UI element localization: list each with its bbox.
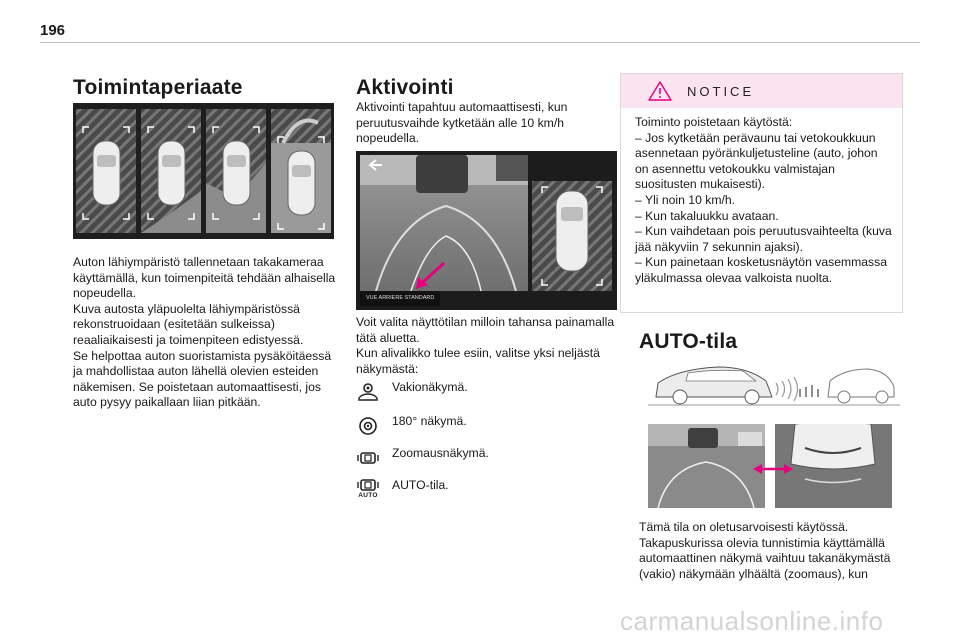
auto-icon-text: AUTO <box>358 492 378 499</box>
watermark: carmanualsonline.info <box>620 606 884 636</box>
180-view-icon <box>356 414 380 438</box>
auto-view-icon-symbol <box>356 478 380 492</box>
header-rule <box>40 42 920 43</box>
view-option-180 <box>356 414 467 438</box>
rear-view-photo-drawing <box>648 424 765 508</box>
left-body-text: Auton lähiympäristö tallennetaan takakameraa käyttämällä, kun toimenpiteitä tehdään alhaisella nopeudella. Kuva autosta yläpuolelta lähiympäristössä rekonstruoidaan (esitetään sulkeissa) reaaliaikaisesti ja toimenpiteen edistyessä. Se helpottaa auton suoristamista pysäköitäessä ja mahdollistaa auton lähellä olevien esteiden näkemisen. Se poistetaan automaattisesti, jos auto pysyy paikallaan liian pitkään. <box>73 255 336 410</box>
view-option-label: AUTO-tila. <box>392 478 449 492</box>
notice-box <box>620 73 903 313</box>
rear-camera-screen <box>356 151 617 310</box>
warning-triangle-icon <box>647 80 673 102</box>
auto-view-icon <box>356 478 380 499</box>
surround-view-drawing <box>73 103 334 239</box>
view-option-standard <box>356 380 468 404</box>
switch-view-arrow-icon <box>752 462 794 476</box>
view-option-label: Zoomausnäkymä. <box>392 446 489 460</box>
notice-body: Toiminto poistetaan käytöstä: – Jos kytketään perävaunu tai vetokoukkuun asennetaan pyöränkuljetusteline (auto, johon on asennettu vetokoukku valmistajan suositusten mukaisesti). – Yli noin 10 km/h. – Kun takaluukku avataan. – Kun vaihdetaan pois peruutusvaihteelta (kuva jää näkyviin 7 sekunnin ajaksi). – Kun painetaan kosketusnäytön vasemmassa yläkulmassa olevaa valkoista nuolta. <box>635 115 892 285</box>
section-heading-auto-tila: AUTO-tila <box>639 330 738 353</box>
parking-sensor-drawing <box>648 361 900 407</box>
notice-header <box>621 74 902 108</box>
parking-sensor-illustration <box>648 361 900 407</box>
view-option-label: Vakionäkymä. <box>392 380 468 394</box>
aktivointi-intro: Aktivointi tapahtuu automaattisesti, kun peruutusvaihde kytketään alle 10 km/h nopeudella. <box>356 100 568 146</box>
rear-camera-drawing <box>356 151 617 310</box>
zoom-view-icon <box>356 446 380 470</box>
screen-mode-label[interactable]: VUE ARRIERE STANDARD <box>366 295 435 301</box>
view-option-label: 180° näkymä. <box>392 414 467 428</box>
rear-view-photo <box>648 424 765 508</box>
view-option-auto <box>356 478 449 499</box>
notice-title: NOTICE <box>687 83 755 99</box>
view-option-zoom <box>356 446 489 470</box>
page-number: 196 <box>40 22 66 39</box>
auto-mode-body: Tämä tila on oletusarvoisesti käytössä. Takapuskurissa olevia tunnistimia käyttämällä automaattinen näkymä vaihtuu takanäkymästä (vakio) näkymään ylhäältä (zoomaus), kun <box>639 520 891 581</box>
surround-view-illustration <box>73 103 334 239</box>
section-heading-toimintaperiaate: Toimintaperiaate <box>73 76 243 99</box>
aktivointi-body: Voit valita näyttötilan milloin tahansa painamalla tätä aluetta. Kun alivalikko tulee esiin, valitse yksi neljästä näkymästä: <box>356 315 615 376</box>
section-heading-aktivointi: Aktivointi <box>356 76 454 99</box>
standard-view-icon <box>356 380 380 404</box>
